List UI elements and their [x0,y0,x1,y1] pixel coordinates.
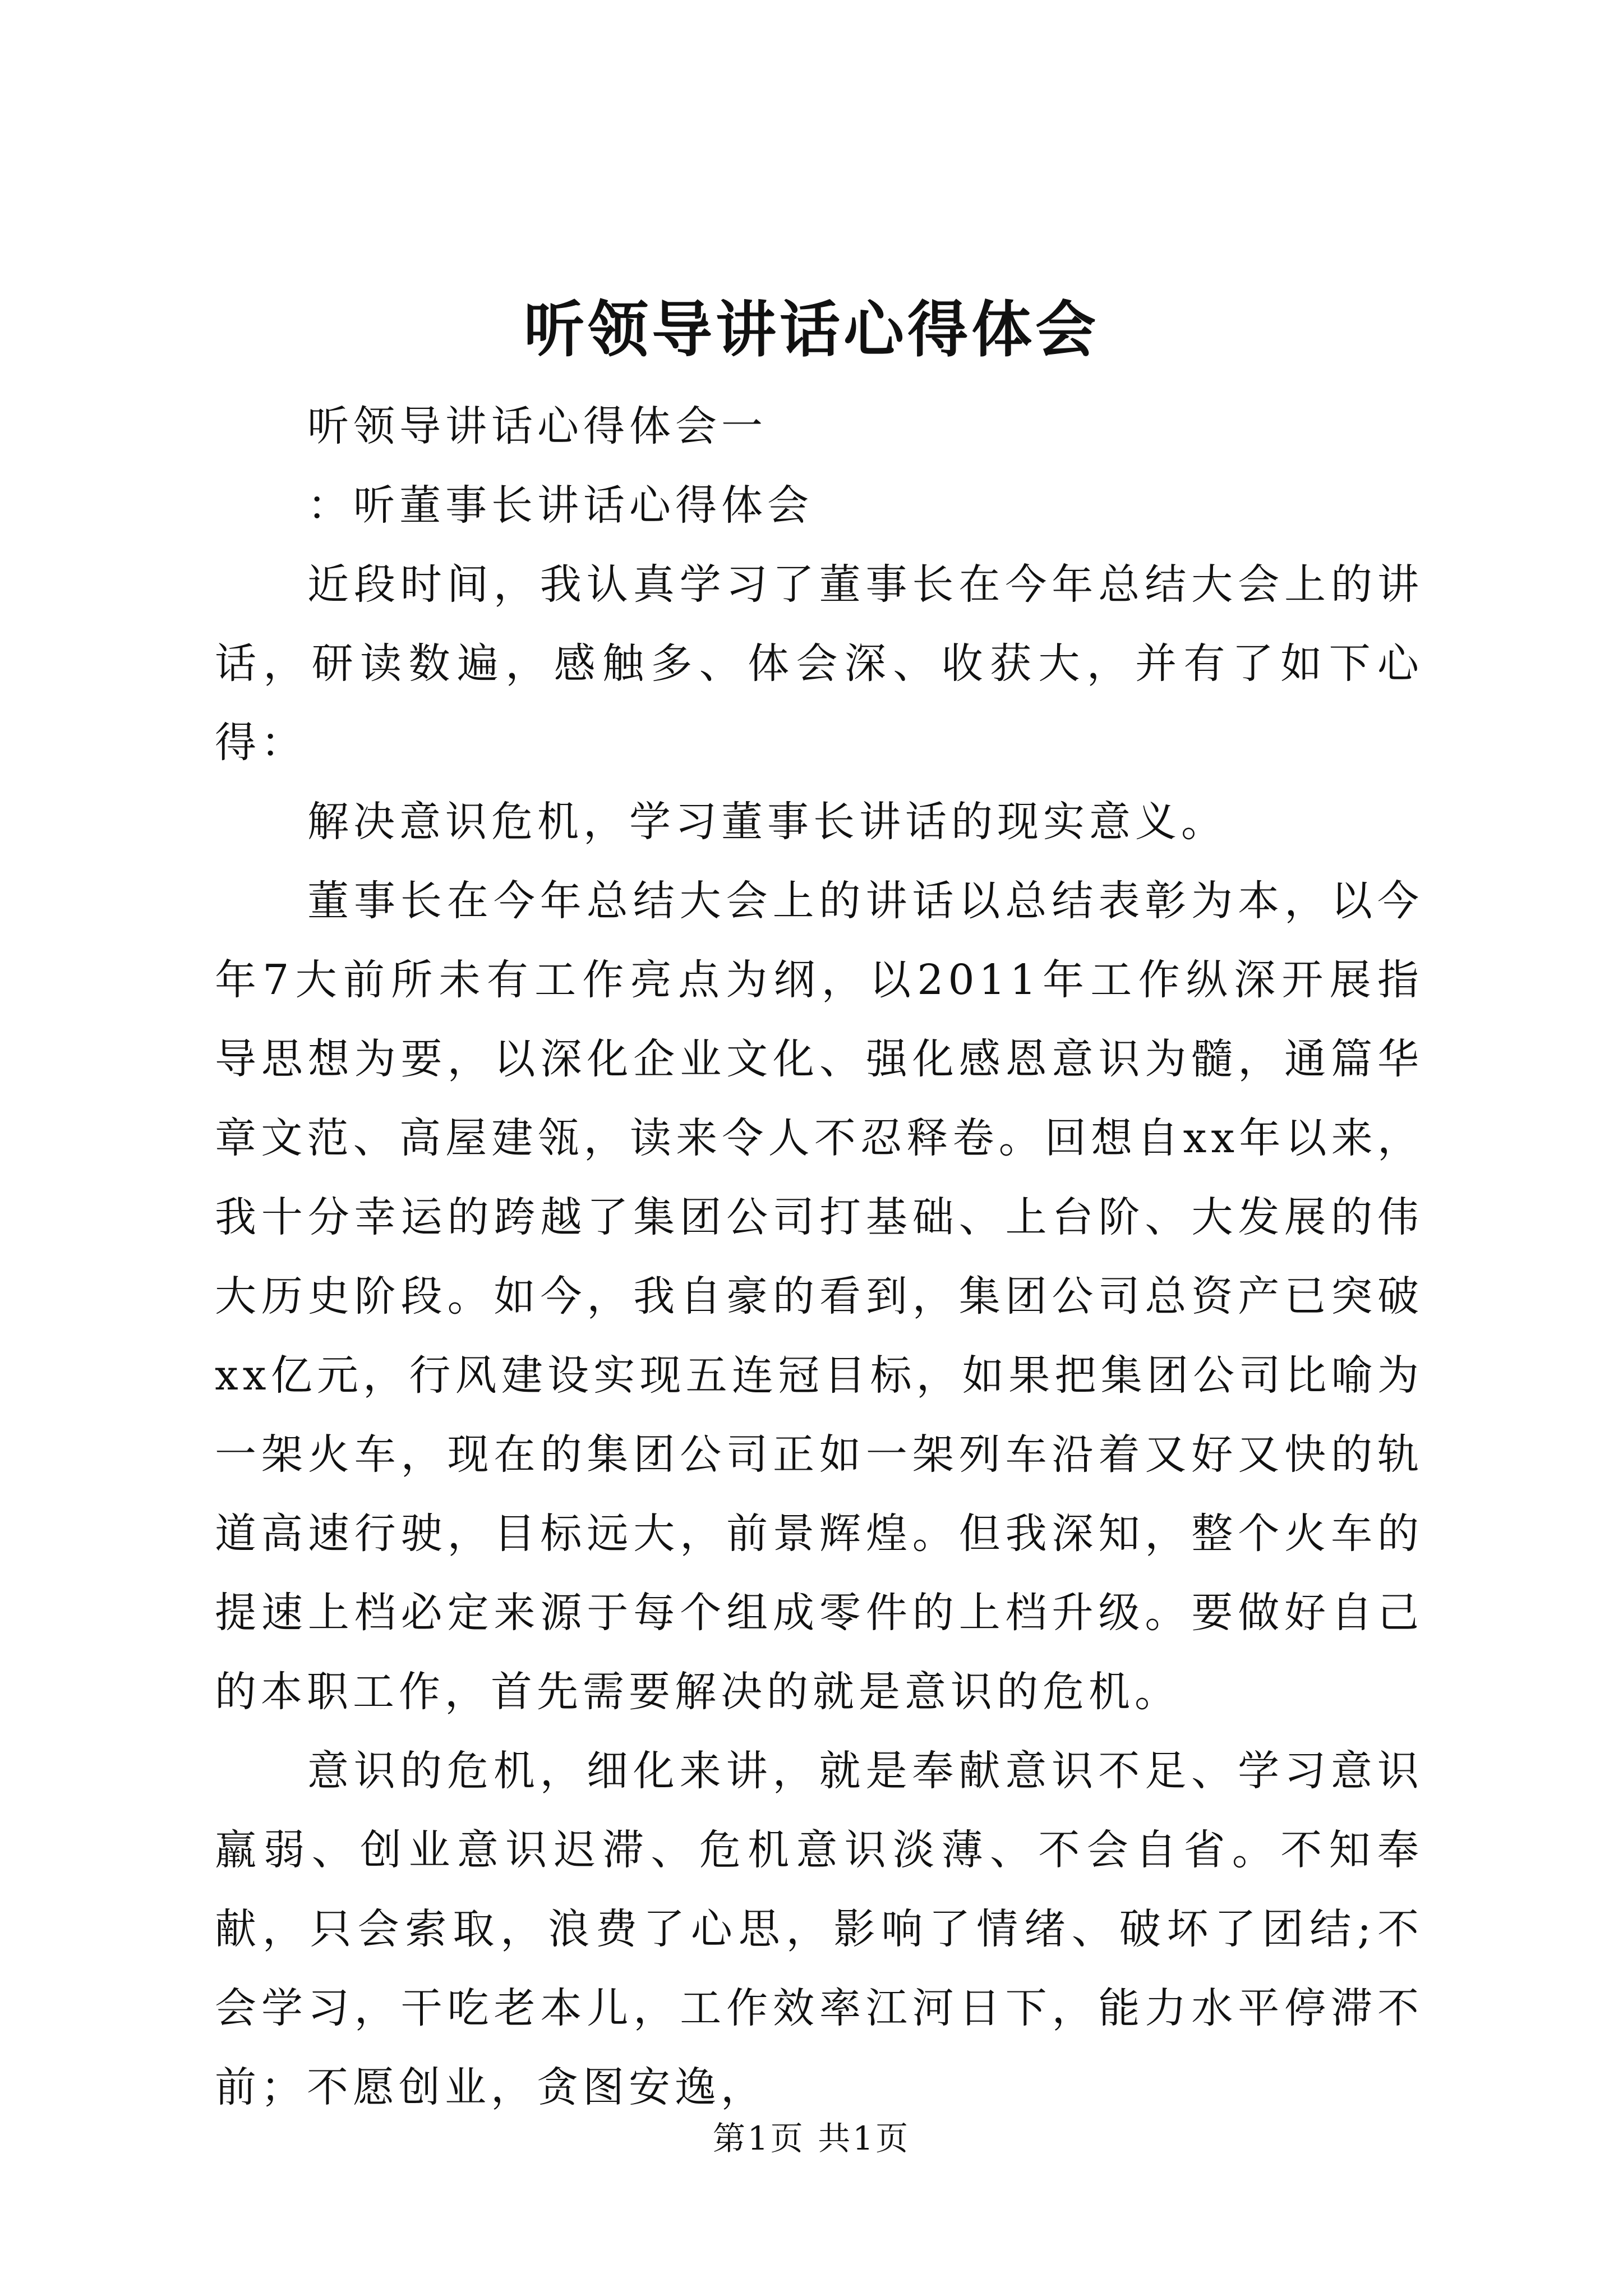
paragraph-subtitle: 听领导讲话心得体会一 [307,402,767,450]
paragraph-theme: 解决意识危机，学习董事长讲话的现实意义。 [307,798,1227,846]
document-title: 听领导讲话心得体会 [523,295,1099,365]
paragraph-intro: 近段时间，我认真学习了董事长在今年总结大会上的讲话，研读数遍，感触多、体会深、收获大，并有了如下心得： [215,560,1423,767]
paragraph-crisis: 意识的危机，细化来讲，就是奉献意识不足、学习意识羸弱、创业意识迟滞、危机意识淡薄、不会自省。不知奉献，只会索取，浪费了心思，影响了情绪、破坏了团结;不会学习，干吃老本儿，工作效率江河日下，能力水平停滞不前；不愿创业，贪图安逸， [215,1747,1423,2111]
paragraph-main: 董事长在今年总结大会上的讲话以总结表彰为本，以今年7大前所未有工作亮点为纲，以2011年工作纵深开展指导思想为要，以深化企业文化、强化感恩意识为髓，通篇华章文范、高屋建瓴，读来令人不忍释卷。回想自xx年以来，我十分幸运的跨越了集团公司打基础、上台阶、大发展的伟大历史阶段。如今，我自豪的看到，集团公司总资产已突破xx亿元，行风建设实现五连冠目标，如果把集团公司比喻为一架火车，现在的集团公司正如一架列车沿着又好又快的轨道高速行驶，目标远大，前景辉煌。但我深知，整个火车的提速上档必定来源于每个组成零件的上档升级。要做好自己的本职工作，首先需要解决的就是意识的危机。 [215,877,1423,1716]
paragraph-section-heading: ：听董事长讲话心得体会 [307,481,813,530]
page-footer: 第1页 共1页 [712,2119,911,2157]
document-body [215,387,1423,2127]
